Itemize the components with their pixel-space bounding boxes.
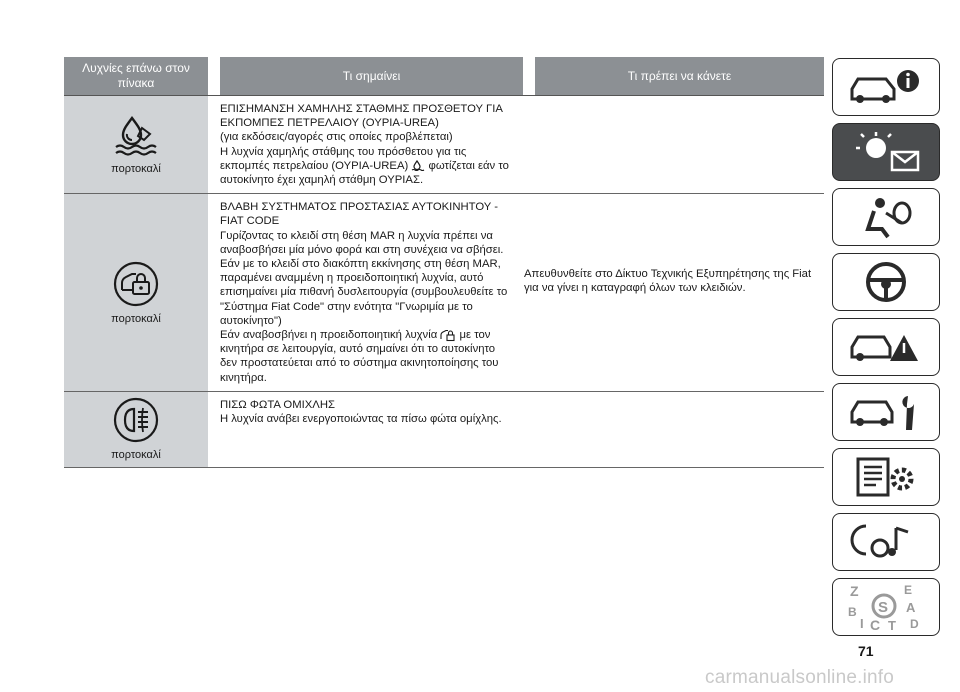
color-label: πορτοκαλί (111, 163, 161, 176)
meaning-title: ΒΛΑΒΗ ΣΥΣΤΗΜΑΤΟΣ ΠΡΟΣΤΑΣΙΑΣ ΑΥΤΟΚΙΝΗΤΟΥ - FIAT CODE (220, 201, 498, 228)
tab-emergency[interactable] (832, 318, 940, 376)
color-label: πορτοκαλί (111, 448, 161, 461)
tab-driving[interactable] (832, 253, 940, 311)
car-info-icon (846, 65, 926, 109)
svg-text:E: E (904, 583, 913, 597)
adblue-drop-icon (411, 160, 425, 172)
rear-fog-light-icon (112, 396, 160, 444)
meaning-text: Γυρίζοντας το κλειδί στη θέση MAR η λυχνία πρέπει να αναβοσβήσει μία μόνο φορά και στη συνέχεια να σβήσει. (220, 229, 504, 256)
seat-airbag-icon (846, 195, 926, 239)
tab-safety[interactable] (832, 188, 940, 246)
action-text: Απευθυνθείτε στο Δίκτυο Τεχνικής Εξυπηρέτησης της Fiat για να γίνει η καταγραφή όλων των κλειδιών. (524, 267, 812, 294)
svg-text:I: I (860, 616, 864, 631)
steering-wheel-icon (846, 260, 926, 304)
meaning-text: Η λυχνία χαμηλής στάθμης του πρόσθετου για τις εκπομπές πετρελαίου (ΟΥΡΙΑ-UREA) φωτίζεται εάν το αυτοκίνητο έχει χαμηλή στάθμη ΟΥΡΙΑΣ. (220, 145, 509, 187)
svg-text:S: S (878, 599, 889, 616)
svg-text:C: C (870, 617, 881, 632)
color-label: πορτοκαλί (111, 313, 161, 326)
tab-car-info[interactable] (832, 58, 940, 116)
warning-light-message-icon (846, 130, 926, 174)
tab-multimedia[interactable] (832, 513, 940, 571)
meaning-cell (208, 96, 517, 193)
adblue-drop-icon (112, 114, 160, 158)
meaning-title: ΠΙΣΩ ΦΩΤΑ ΟΜΙΧΛΗΣ (220, 398, 335, 411)
icon-cell (64, 194, 208, 391)
action-cell (520, 95, 820, 467)
meaning-text: Εάν αναβοσβήνει η προειδοποιητική λυχνία με τον κινητήρα σε λειτουργία, αυτό σημαίνει ότι το αυτοκίνητο δεν προστατεύεται από το σύστημα ακινητοποίησης του κινητήρα. (220, 329, 499, 384)
tab-technical-data[interactable] (832, 448, 940, 506)
specs-gear-icon (846, 455, 926, 499)
warning-lights-table (64, 57, 824, 468)
immobilizer-lock-icon (440, 329, 456, 342)
svg-text:A: A (906, 600, 916, 615)
immobilizer-lock-icon (112, 260, 160, 308)
table-body (64, 95, 824, 468)
chapter-tabs (832, 58, 940, 643)
table-header (64, 57, 824, 95)
header-action: Τι πρέπει να κάνετε (535, 57, 824, 95)
header-lights: Λυχνίες επάνω στον πίνακα (64, 57, 208, 95)
car-warning-triangle-icon (846, 325, 926, 369)
watermark: carmanualsonline.info (705, 667, 895, 688)
icon-cell (64, 392, 208, 467)
page-number: 71 (858, 643, 874, 659)
svg-text:B: B (848, 605, 857, 619)
icon-cell (64, 96, 208, 193)
tab-index[interactable] (832, 578, 940, 636)
svg-text:T: T (888, 618, 896, 632)
meaning-text: (για εκδόσεις/αγορές στις οποίες προβλέπεται) (220, 131, 453, 144)
tab-maintenance[interactable] (832, 383, 940, 441)
meaning-title: ΕΠΙΣΗΜΑΝΣΗ ΧΑΜΗΛΗΣ ΣΤΑΘΜΗΣ ΠΡΟΣΘΕΤΟΥ ΓΙΑ ΕΚΠΟΜΠΕΣ ΠΕΤΡΕΛΑΙΟΥ (ΟΥΡΙΑ-UREA) (220, 103, 503, 130)
meaning-cell (208, 392, 517, 467)
meaning-text: Η λυχνία ανάβει ενεργοποιώντας τα πίσω φώτα ομίχλης. (220, 413, 502, 426)
alphabetical-index-icon (844, 582, 928, 632)
meaning-cell (208, 194, 517, 391)
multimedia-note-icon (846, 520, 926, 564)
meaning-text: Εάν με το κλειδί στο διακόπτη εκκίνησης στη θέση MAR, παραμένει αναμμένη η προειδοποιητική λυχνία, αυτό επισημαίνει μία πιθανή δυσλειτουργία (συμβουλευθείτε το "Σύστημα Fiat Code" στην ενότητα "Γνωριμία με το αυτοκίνητο") (220, 258, 508, 327)
tab-warning-lights[interactable] (832, 123, 940, 181)
svg-text:D: D (910, 617, 919, 631)
car-wrench-icon (846, 390, 926, 434)
header-meaning: Τι σημαίνει (220, 57, 523, 95)
svg-text:Z: Z (850, 583, 859, 599)
